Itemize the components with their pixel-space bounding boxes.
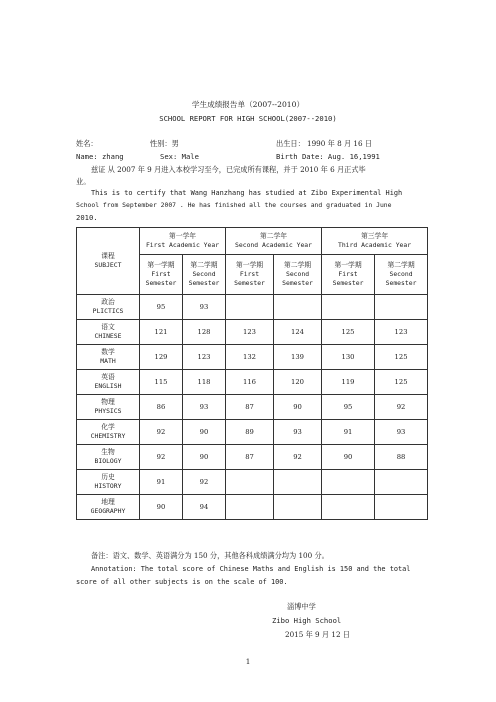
subject-cell <box>77 345 140 370</box>
score-cell: 90 <box>140 495 183 520</box>
semester-en: Second <box>389 270 413 278</box>
score-cell: 123 <box>183 345 226 370</box>
year-3-cn: 第三学年 <box>360 232 389 240</box>
intro-cn-line1: 兹证 从 2007 年 9 月进入本校学习至今，已完成所有课程，并于 2010 年 6 月正式毕 <box>91 165 366 174</box>
score-cell <box>226 470 274 495</box>
score-cell: 115 <box>140 370 183 395</box>
subject-row <box>77 420 428 445</box>
subject-name-cn: 英语 <box>101 373 115 381</box>
score-cell: 92 <box>274 445 322 470</box>
year-header-2 <box>226 228 322 255</box>
score-cell: 116 <box>226 370 274 395</box>
subject-name-en: CHINESE <box>94 332 122 340</box>
subject-row <box>77 470 428 495</box>
title-chinese: 学生成绩报告单（2007--2010） <box>191 100 305 109</box>
annotation-en-line2: score of all other subjects is on the scale of 100. <box>76 578 288 586</box>
subject-name-en: PHYSICS <box>94 407 122 415</box>
annotation-cn: 备注：语文、数学、英语满分为 150 分，其他各科成绩满分均为 100 分。 <box>91 551 329 560</box>
score-cell: 132 <box>226 345 274 370</box>
score-cell: 91 <box>140 470 183 495</box>
subject-row <box>77 445 428 470</box>
subject-name-en: ENGLISH <box>94 382 122 390</box>
semester-cn: 第二学期 <box>283 261 312 269</box>
subject-cell <box>77 395 140 420</box>
year-2-cn: 第二学年 <box>259 232 288 240</box>
score-cell: 119 <box>322 370 375 395</box>
subject-name-cn: 历史 <box>101 473 115 481</box>
subject-cell <box>77 295 140 320</box>
subject-cell <box>77 420 140 445</box>
year-1-cn: 第一学年 <box>168 232 197 240</box>
semester-en-word: Semester <box>332 279 364 287</box>
intro-en-line1: This is to certify that Wang Hanzhang has studied at Zibo Experimental High <box>91 189 403 197</box>
score-cell: 124 <box>274 320 322 345</box>
score-cell: 93 <box>183 295 226 320</box>
score-cell <box>322 295 375 320</box>
subject-name-en: CHEMISTRY <box>90 432 126 440</box>
score-cell: 120 <box>274 370 322 395</box>
semester-header <box>375 255 428 295</box>
subject-row <box>77 320 428 345</box>
score-cell: 90 <box>183 420 226 445</box>
subject-row <box>77 495 428 520</box>
score-cell: 90 <box>322 445 375 470</box>
subject-cell <box>77 470 140 495</box>
year-header-1 <box>140 228 226 255</box>
subject-cell <box>77 495 140 520</box>
subject-name-cn: 政治 <box>101 298 115 306</box>
intro-cn-line2: 业。 <box>76 177 91 186</box>
score-cell <box>322 470 375 495</box>
semester-en: First <box>239 270 260 278</box>
semester-en: Second <box>192 270 216 278</box>
score-cell: 89 <box>226 420 274 445</box>
subject-name-cn: 数学 <box>101 348 115 356</box>
score-cell: 91 <box>322 420 375 445</box>
annotation-en-line1: Annotation: The total score of Chinese Maths and English is 150 and the total <box>91 565 411 573</box>
score-cell <box>274 470 322 495</box>
year-1-en: First Academic Year <box>145 241 220 249</box>
semester-en-word: Semester <box>188 279 220 287</box>
semester-en-word: Semester <box>282 279 313 287</box>
semester-cn: 第二学期 <box>190 261 218 269</box>
score-cell <box>274 295 322 320</box>
score-cell <box>375 295 428 320</box>
subject-name-en: HISTORY <box>94 482 122 490</box>
subject-cell <box>77 445 140 470</box>
score-cell <box>274 495 322 520</box>
score-cell: 86 <box>140 395 183 420</box>
subject-name-cn: 生物 <box>101 448 115 456</box>
score-cell: 129 <box>140 345 183 370</box>
subject-row <box>77 395 428 420</box>
score-cell <box>226 295 274 320</box>
score-cell <box>375 495 428 520</box>
score-cell: 123 <box>375 320 428 345</box>
score-cell: 128 <box>183 320 226 345</box>
page-number: 1 <box>245 657 251 666</box>
name-en: Name: zhang <box>76 152 124 161</box>
semester-en-word: Semester <box>385 279 417 287</box>
subject-name-en: MATH <box>100 357 116 365</box>
subject-header-cell <box>77 228 140 295</box>
semester-cn: 第二学期 <box>387 261 415 269</box>
intro-en-line3: 2010. <box>76 213 98 222</box>
title-english: SCHOOL REPORT FOR HIGH SCHOOL(2007--2010) <box>159 114 337 123</box>
score-cell: 90 <box>274 395 322 420</box>
year-header-3 <box>322 228 428 255</box>
score-cell: 92 <box>140 445 183 470</box>
score-cell: 118 <box>183 370 226 395</box>
year-2-en: Second Academic Year <box>235 241 312 249</box>
subject-name-cn: 物理 <box>101 398 115 406</box>
semester-cn: 第一学期 <box>334 261 362 269</box>
score-cell: 92 <box>140 420 183 445</box>
score-cell: 92 <box>375 395 428 420</box>
semester-header <box>226 255 274 295</box>
subject-row <box>77 345 428 370</box>
semester-en: First <box>338 270 358 278</box>
score-cell: 121 <box>140 320 183 345</box>
subject-row <box>77 370 428 395</box>
score-cell: 93 <box>375 420 428 445</box>
score-cell: 93 <box>183 395 226 420</box>
semester-en-word: Semester <box>234 279 265 287</box>
grades-table <box>76 227 428 520</box>
subject-cell <box>77 370 140 395</box>
gender-cn: 性别：男 <box>150 139 179 148</box>
subject-row <box>77 295 428 320</box>
school-name-en: Zibo High School <box>272 616 342 625</box>
grade-rows <box>77 295 428 520</box>
score-cell <box>226 495 274 520</box>
sex-en: Sex: Male <box>160 152 199 161</box>
subject-name-cn: 语文 <box>101 323 115 331</box>
score-cell: 93 <box>274 420 322 445</box>
name-label-cn: 姓名： <box>76 139 98 148</box>
semester-cn: 第一学期 <box>235 261 264 269</box>
year-header-row <box>77 228 428 255</box>
score-cell: 139 <box>274 345 322 370</box>
semester-en-word: Semester <box>145 279 177 287</box>
score-cell: 125 <box>375 345 428 370</box>
score-cell <box>322 495 375 520</box>
subject-name-en: BIOLOGY <box>94 457 122 465</box>
school-name-cn: 淄博中学 <box>287 602 316 611</box>
score-cell: 90 <box>183 445 226 470</box>
semester-header <box>183 255 226 295</box>
subject-name-cn: 地理 <box>101 498 115 506</box>
score-cell: 88 <box>375 445 428 470</box>
year-3-en: Third Academic Year <box>337 241 412 249</box>
semester-header <box>140 255 183 295</box>
subject-name-en: GEOGRAPHY <box>90 507 126 515</box>
subject-header-en: SUBJECT <box>94 261 122 269</box>
score-cell: 125 <box>375 370 428 395</box>
score-cell: 95 <box>140 295 183 320</box>
birth-date-cn: 出生日： 1990 年 8 月 16 日 <box>276 139 373 148</box>
score-cell: 125 <box>322 320 375 345</box>
birth-date-en: Birth Date: Aug. 16,1991 <box>276 152 380 161</box>
issue-date: 2015 年 9 月 12 日 <box>285 630 350 639</box>
subject-header-cn: 课程 <box>101 252 115 260</box>
score-cell <box>375 470 428 495</box>
subject-name-en: PLICTICS <box>92 307 124 315</box>
subject-cell <box>77 320 140 345</box>
score-cell: 94 <box>183 495 226 520</box>
score-cell: 92 <box>183 470 226 495</box>
semester-header <box>274 255 322 295</box>
semester-en: First <box>151 270 171 278</box>
score-cell: 130 <box>322 345 375 370</box>
score-cell: 95 <box>322 395 375 420</box>
semester-header <box>322 255 375 295</box>
intro-en-line2: School from September 2007 . He has finished all the courses and graduated in June <box>76 201 392 209</box>
score-cell: 87 <box>226 445 274 470</box>
score-cell: 123 <box>226 320 274 345</box>
subject-name-cn: 化学 <box>101 423 115 431</box>
semester-en: Second <box>285 270 310 278</box>
semester-cn: 第一学期 <box>147 261 175 269</box>
score-cell: 87 <box>226 395 274 420</box>
